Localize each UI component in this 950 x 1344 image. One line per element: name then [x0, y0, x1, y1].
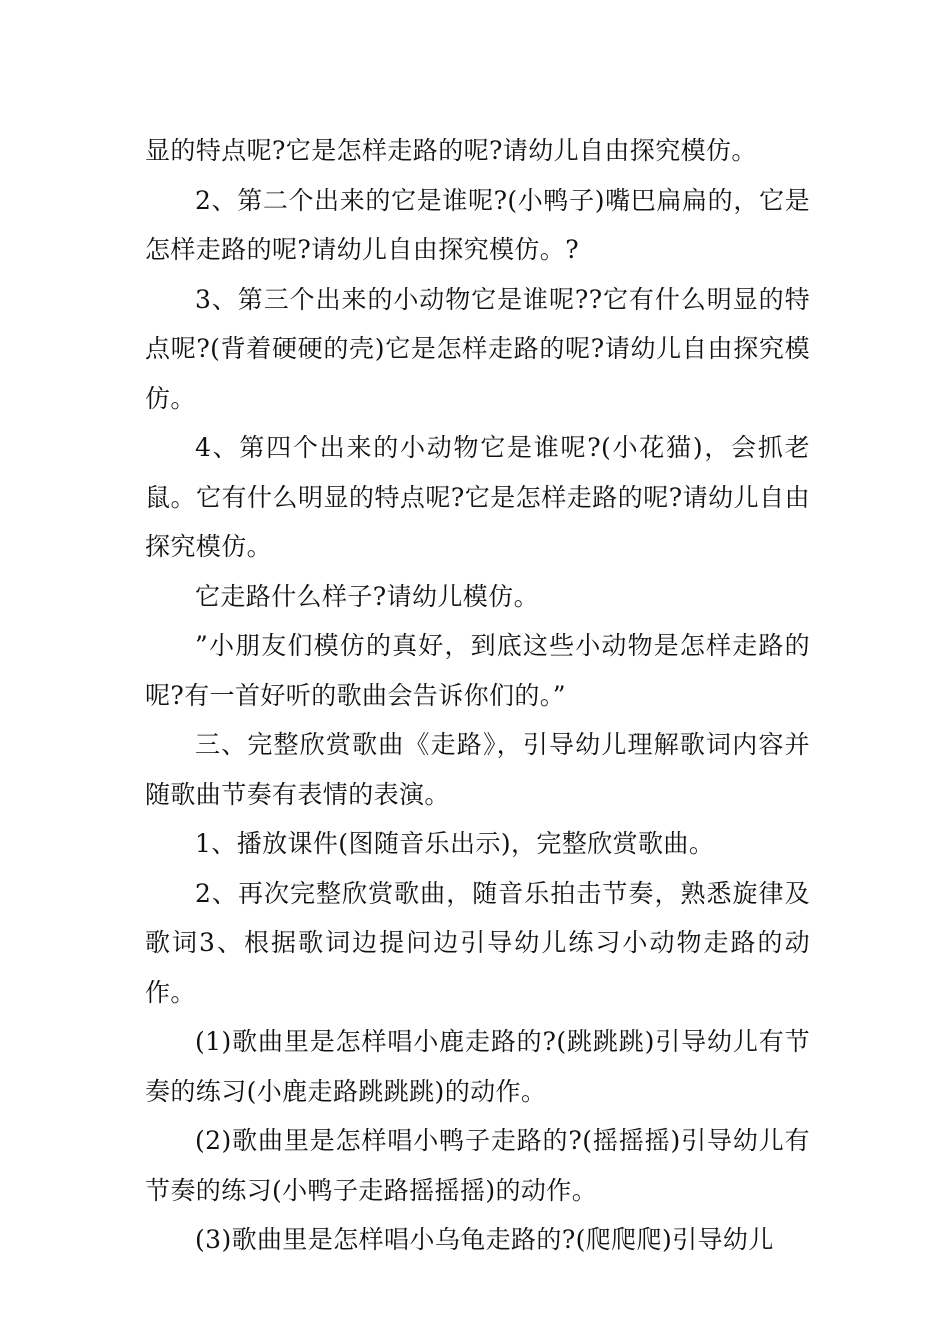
paragraph-step-1: 1、播放课件(图随音乐出示)，完整欣赏歌曲。 — [195, 829, 715, 858]
section-heading-3: 三、完整欣赏歌曲《走路》，引导幼儿理解歌词内容并随歌曲节奏有表情的表演。 — [145, 730, 810, 809]
paragraph-sub-1: (1)歌曲里是怎样唱小鹿走路的?(跳跳跳)引导幼儿有节奏的练习(小鹿走路跳跳跳)的动作。 — [145, 1027, 810, 1106]
paragraph-step-2: 2、再次完整欣赏歌曲，随音乐拍击节奏，熟悉旋律及歌词3、根据歌词边提问边引导幼儿练习小动物走路的动作。 — [145, 878, 810, 1007]
paragraph-item-4: 4、第四个出来的小动物它是谁呢?(小花猫)，会抓老鼠。它有什么明显的特点呢?它是怎样走路的呢?请幼儿自由探究模仿。 — [145, 433, 810, 561]
paragraph-quote: ”小朋友们模仿的真好，到底这些小动物是怎样走路的呢?有一首好听的歌曲会告诉你们的。” — [145, 631, 810, 710]
paragraph-item-2: 2、第二个出来的它是谁呢?(小鸭子)嘴巴扁扁的，它是怎样走路的呢?请幼儿自由探究模仿。? — [145, 185, 810, 264]
paragraph-sub-2: (2)歌曲里是怎样唱小鸭子走路的?(摇摇摇)引导幼儿有节奏的练习(小鸭子走路摇摇摇)的动作。 — [145, 1126, 810, 1205]
paragraph-continued: 显的特点呢?它是怎样走路的呢?请幼儿自由探究模仿。 — [145, 136, 757, 165]
body-text — [145, 126, 810, 1265]
paragraph-imitate: 它走路什么样子?请幼儿模仿。 — [195, 581, 540, 611]
paragraph-item-3: 3、第三个出来的小动物它是谁呢??它有什么明显的特点呢?(背着硬硬的壳)它是怎样走路的呢?请幼儿自由探究模仿。 — [145, 284, 810, 413]
paragraph-sub-3: (3)歌曲里是怎样唱小乌龟走路的?(爬爬爬)引导幼儿 — [195, 1225, 774, 1254]
